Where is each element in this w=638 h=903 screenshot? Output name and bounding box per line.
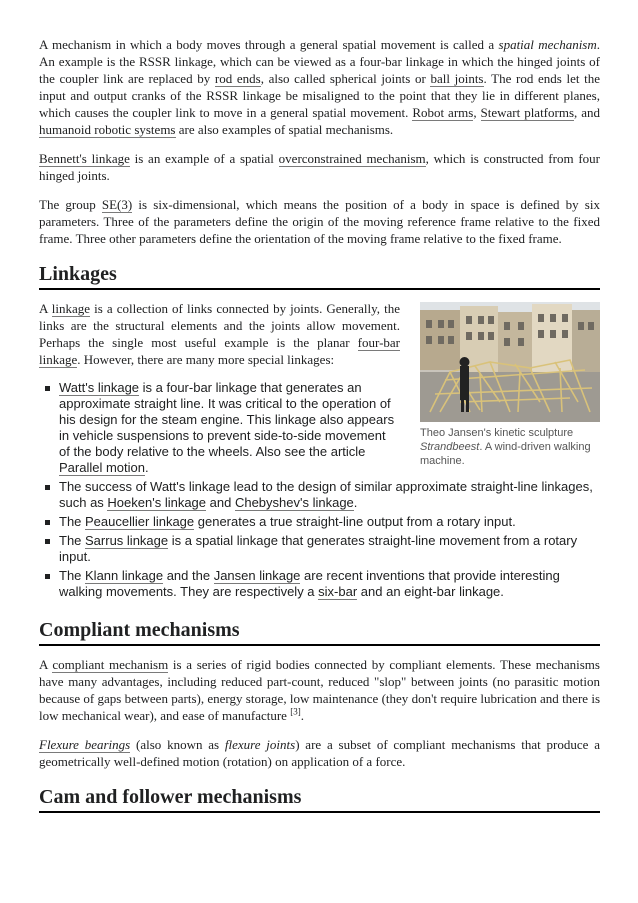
emphasis: flexure joints	[224, 737, 296, 752]
linkages-section	[39, 300, 600, 603]
caption-emphasis: Strandbeest	[420, 441, 480, 453]
list-item-peaucellier-linkage	[59, 514, 600, 530]
text: generates a true straight-line output from a rotary input.	[194, 514, 516, 529]
link-stewart-platforms[interactable]: Stewart platforms	[480, 105, 575, 120]
text: The	[59, 533, 86, 548]
link-compliant-mechanism[interactable]: compliant mechanism	[52, 657, 169, 672]
text: and an eight-bar linkage.	[357, 584, 504, 599]
link-robot-arms[interactable]: Robot arms	[412, 105, 474, 120]
link-six-bar[interactable]: six-bar	[318, 584, 358, 599]
text: The	[59, 514, 86, 529]
text: is an example of a spatial	[129, 151, 279, 166]
heading-linkages: Linkages	[39, 262, 600, 290]
text: is a collection of links connected by joints. Generally, the links are the structural elements and the joints allow movement. Perhaps the single most useful example is the planar	[39, 301, 401, 350]
text: . The rod ends let the input and output cranks of the RSSR linkage be misaligned to the point that they lie in different planes, which causes the coupler link to move in a general spatial movement.	[39, 71, 600, 120]
list-item-sarrus-linkage	[59, 533, 600, 565]
link-peaucellier-linkage[interactable]: Peaucellier linkage	[85, 514, 195, 529]
text: ) are a subset of compliant mechanisms that produce a geometrically well-defined motion (rotation) on application of a force.	[39, 737, 600, 769]
link-sarrus-linkage[interactable]: Sarrus linkage	[85, 533, 169, 548]
text: .	[300, 708, 304, 723]
link-jansen-linkage[interactable]: Jansen linkage	[213, 568, 301, 583]
text: is a four-bar linkage that generates an approximate straight line. It was critical to the operation of his design for the steam engine. This linkage also appears in vehicle suspensions to prevent side-to-side movement of the body relative to the wheels. Also see the article	[59, 380, 395, 459]
text: .	[145, 460, 149, 475]
text: is a series of rigid bodies connected by compliant elements. These mechanisms have many advantages, including reduced part-count, reduced "slop" between joints (no parasitic motion because of gaps between parts), energy storage, low maintenance (they don't require lubrication and there is low mechanical wear), and ease of manufacture	[39, 657, 600, 723]
text: and the	[163, 568, 214, 583]
text: A mechanism in which a body moves through a general spatial movement is called a	[39, 37, 499, 52]
link-watts-linkage[interactable]: Watt's linkage	[59, 380, 140, 395]
text: A	[39, 301, 52, 316]
paragraph-compliant-mechanism	[39, 656, 600, 724]
link-hoekens-linkage[interactable]: Hoeken's linkage	[107, 495, 207, 510]
emphasis: spatial mechanism	[498, 37, 597, 52]
paragraph-se3	[39, 196, 600, 247]
link-klann-linkage[interactable]: Klann linkage	[85, 568, 164, 583]
link-se3[interactable]: SE(3)	[101, 197, 133, 212]
caption-text: Theo Jansen's kinetic sculpture	[420, 427, 574, 439]
caption-text: . A wind-driven walking machine.	[420, 441, 591, 467]
heading-compliant-mechanisms: Compliant mechanisms	[39, 618, 600, 646]
link-bennetts-linkage[interactable]: Bennett's linkage	[39, 151, 130, 166]
link-linkage[interactable]: linkage	[51, 301, 91, 316]
link-overconstrained-mechanism[interactable]: overconstrained mechanism	[278, 151, 426, 166]
paragraph-bennetts-linkage	[39, 150, 600, 184]
list-item-watts-linkage	[59, 380, 600, 476]
paragraph-flexure-bearings	[39, 736, 600, 770]
article-content	[39, 36, 600, 813]
paragraph-spatial-mechanism	[39, 36, 600, 138]
text: , also called spherical joints or	[260, 71, 431, 86]
text: The	[59, 568, 86, 583]
link-parallel-motion[interactable]: Parallel motion	[59, 460, 145, 475]
text: .	[353, 495, 358, 510]
text: , and	[574, 105, 600, 120]
link-flexure-bearings[interactable]: Flexure bearings	[39, 737, 131, 752]
text: . An example is the RSSR linkage, which can be viewed as a four-bar linkage in which the hinged joints of the coupler link are replaced by	[39, 37, 600, 86]
link-ball-joints[interactable]: ball joints	[430, 71, 484, 86]
link-four-bar-linkage[interactable]: four-bar linkage	[39, 335, 400, 367]
list-item-straight-line-linkages	[59, 479, 600, 511]
heading-cam-and-follower: Cam and follower mechanisms	[39, 785, 600, 813]
text: is six-dimensional, which means the position of a body in space is defined by six parameters. Three of the parameters define the origin of the moving reference frame relative to the fixed frame. Three other parameters define the orientation of the moving frame relative to the fixed frame.	[39, 197, 600, 246]
text: are recent inventions that provide interesting walking movements. They are respectively a	[59, 568, 560, 599]
list-item-walking-linkages	[59, 568, 600, 600]
citation-3[interactable]: [3]	[290, 706, 301, 717]
text: are also examples of spatial mechanisms.	[175, 122, 394, 137]
text: The success of Watt's linkage lead to the design of similar approximate straight-line linkages, such as	[59, 479, 593, 510]
text: A	[39, 657, 53, 672]
text: , which is constructed from four hinged joints.	[39, 151, 600, 183]
text: (also known as	[130, 737, 225, 752]
text: ,	[473, 105, 481, 120]
text: is a spatial linkage that generates straight-line movement from a rotary input.	[59, 533, 578, 564]
text: The group	[39, 197, 102, 212]
text: and	[206, 495, 235, 510]
text: . However, there are many more special linkages:	[77, 352, 335, 367]
linkage-list	[39, 380, 600, 600]
link-humanoid-robotic-systems[interactable]: humanoid robotic systems	[39, 122, 176, 137]
link-chebyshevs-linkage[interactable]: Chebyshev's linkage	[234, 495, 354, 510]
link-rod-ends[interactable]: rod ends	[214, 71, 261, 86]
